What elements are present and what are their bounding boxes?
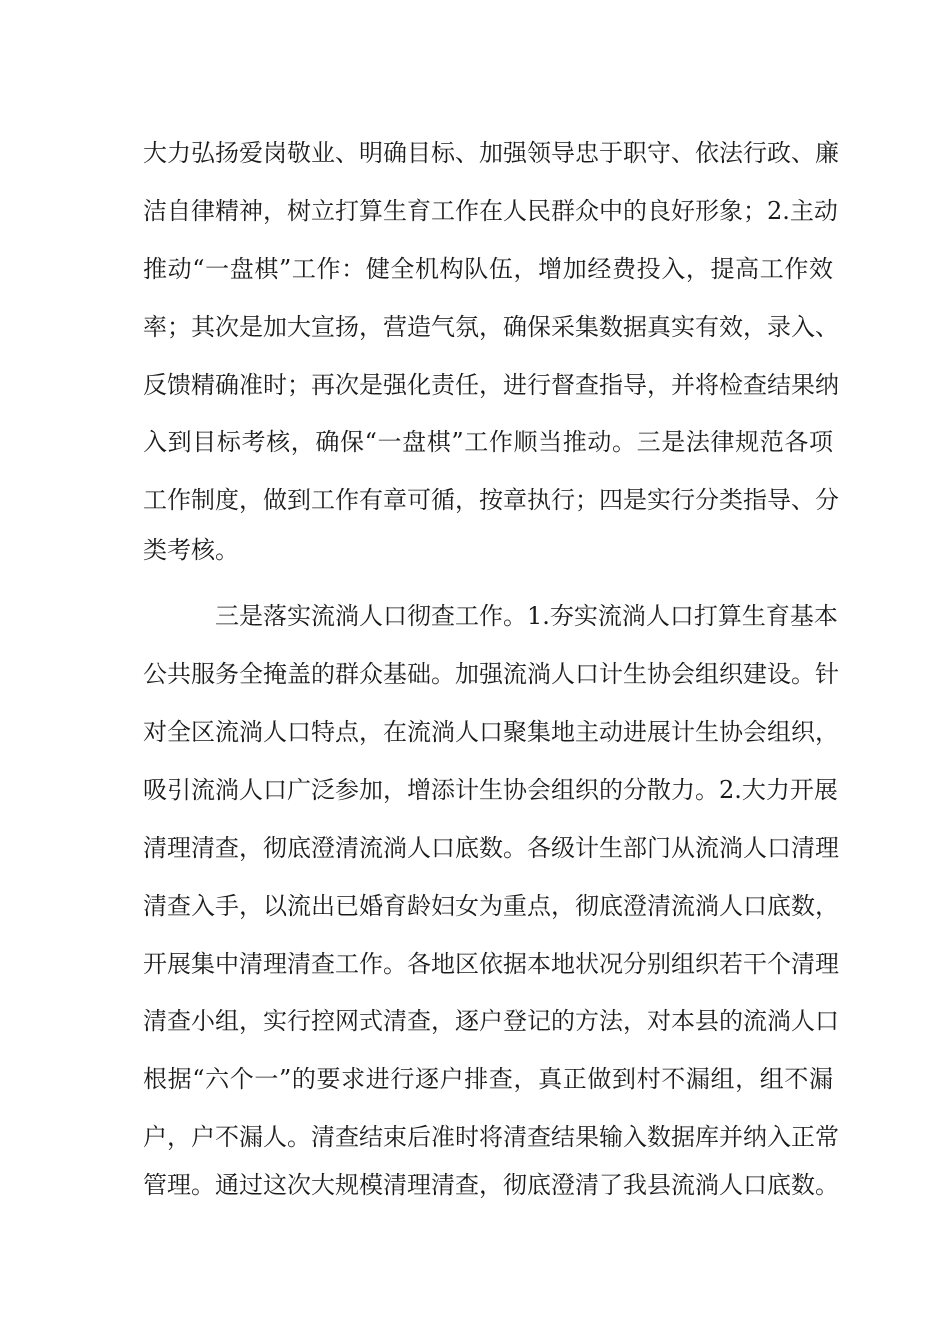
paragraph-2-line-11: 管理。通过这次大规模清理清查，彻底澄清了我县流淌人口底数。: [143, 1171, 839, 1199]
paragraph-1-line-8: 类考核。: [143, 536, 239, 564]
paragraph-1-line-2: 洁自律精神，树立打算生育工作在人民群众中的良好形象；2.主动: [143, 197, 838, 225]
paragraph-1-line-3: 推动“一盘棋”工作：健全机构队伍，增加经费投入，提高工作效: [143, 255, 833, 283]
paragraph-2-line-9: 根据“六个一”的要求进行逐户排查，真正做到村不漏组，组不漏: [143, 1065, 833, 1093]
paragraph-2-line-5: 清理清查，彻底澄清流淌人口底数。各级计生部门从流淌人口清理: [143, 834, 839, 862]
paragraph-2-line-7: 开展集中清理清查工作。各地区依据本地状况分别组织若干个清理: [143, 950, 839, 978]
paragraph-2-line-8: 清查小组，实行控网式清查，逐户登记的方法，对本县的流淌人口: [143, 1007, 839, 1035]
paragraph-2-line-1: 三是落实流淌人口彻查工作。1.夯实流淌人口打算生育基本: [215, 602, 838, 630]
paragraph-2-line-4: 吸引流淌人口广泛参加，增添计生协会组织的分散力。2.大力开展: [143, 776, 838, 804]
paragraph-2-line-10: 户，户不漏人。清查结束后准时将清查结果输入数据库并纳入正常: [143, 1123, 839, 1151]
paragraph-2-line-3: 对全区流淌人口特点，在流淌人口聚集地主动进展计生协会组织，: [143, 718, 839, 746]
paragraph-1-line-1: 大力弘扬爱岗敬业、明确目标、加强领导忠于职守、依法行政、廉: [143, 139, 839, 167]
paragraph-1-line-5: 反馈精确准时；再次是强化责任，进行督查指导，并将检查结果纳: [143, 371, 839, 399]
paragraph-1-line-4: 率；其次是加大宣扬，营造气氛，确保采集数据真实有效，录入、: [143, 313, 839, 341]
paragraph-2-line-2: 公共服务全掩盖的群众基础。加强流淌人口计生协会组织建设。针: [143, 660, 839, 688]
paragraph-1-line-7: 工作制度，做到工作有章可循，按章执行；四是实行分类指导、分: [143, 486, 839, 514]
paragraph-2-line-6: 清查入手，以流出已婚育龄妇女为重点，彻底澄清流淌人口底数，: [143, 892, 839, 920]
paragraph-1-line-6: 入到目标考核，确保“一盘棋”工作顺当推动。三是法律规范各项: [143, 428, 833, 456]
